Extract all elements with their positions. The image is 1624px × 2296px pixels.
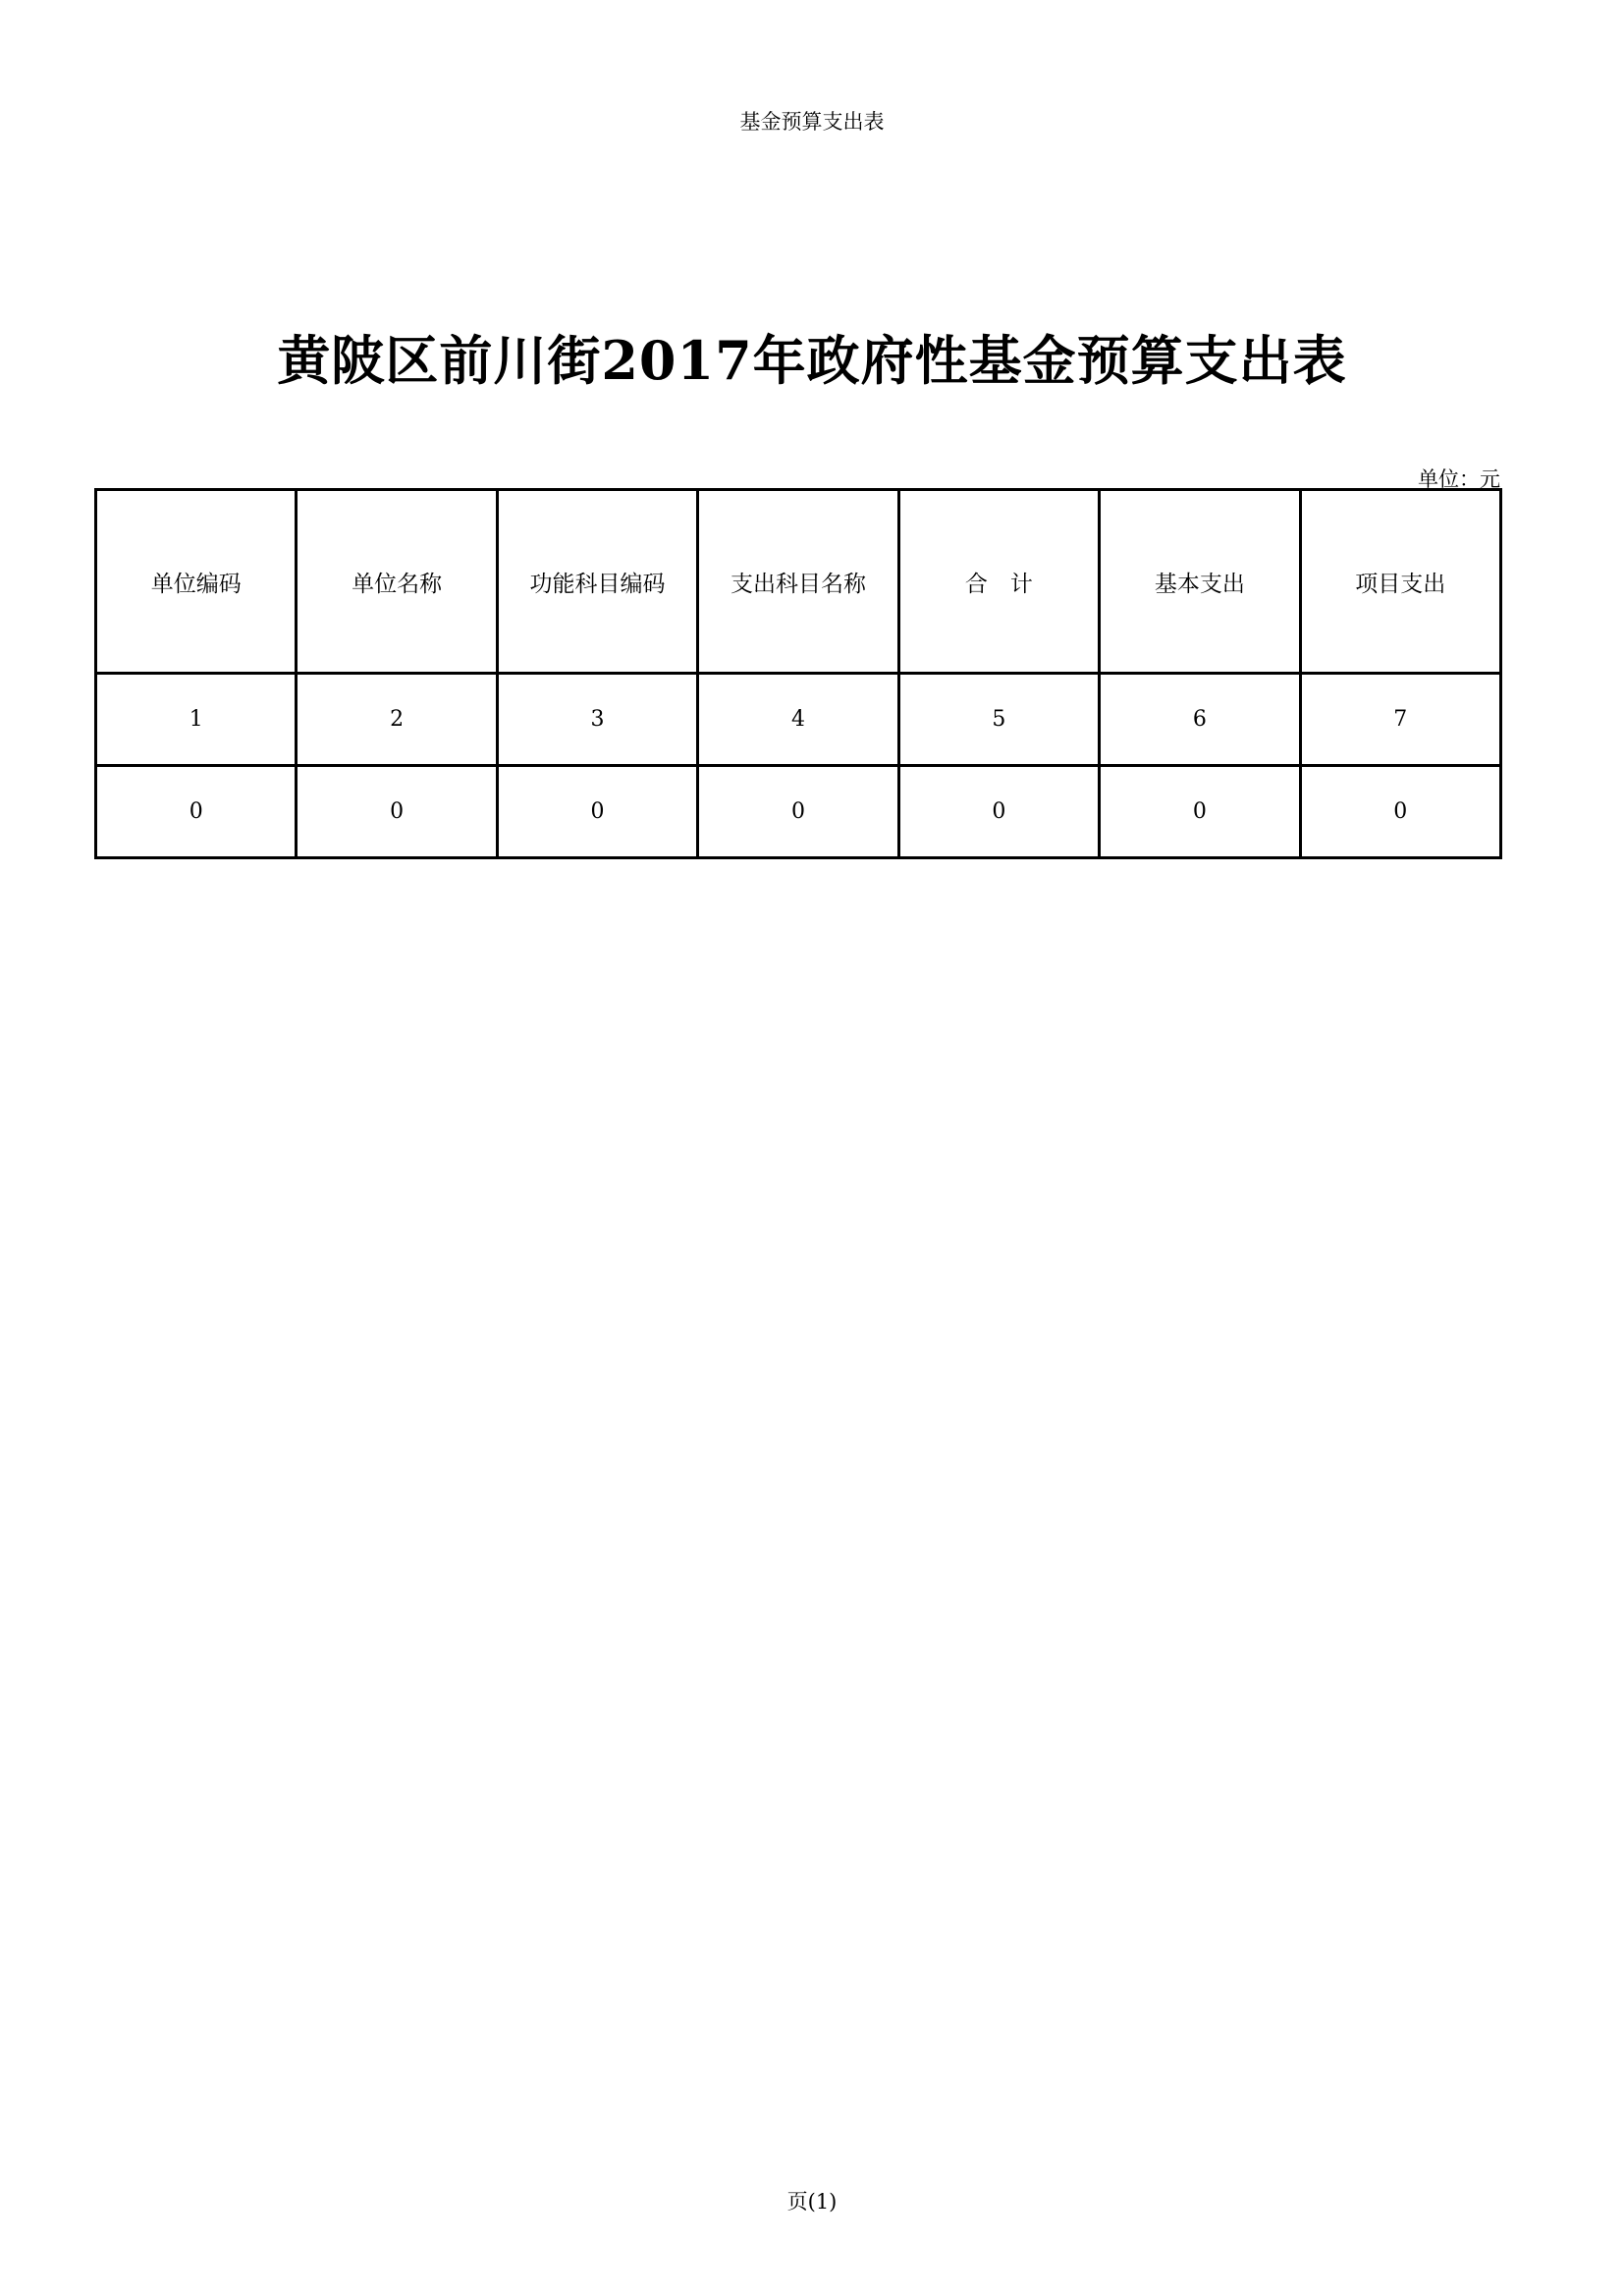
table-cell: 3 (497, 674, 697, 766)
table-cell: 0 (1300, 766, 1500, 858)
unit-label: 单位：元 (1418, 467, 1500, 491)
column-header-total: 合 计 (898, 490, 1099, 674)
page-number: 页(1) (786, 2190, 838, 2214)
running-header: 基金预算支出表 (739, 110, 885, 134)
column-header-function-code: 功能科目编码 (497, 490, 697, 674)
table-cell: 5 (898, 674, 1099, 766)
table-cell: 0 (96, 766, 297, 858)
column-header-unit-code: 单位编码 (96, 490, 297, 674)
table-cell: 6 (1100, 674, 1300, 766)
table-cell: 0 (698, 766, 898, 858)
column-header-project-expense: 项目支出 (1300, 490, 1500, 674)
table-row (96, 766, 1501, 858)
table-header-row (96, 490, 1501, 674)
table-cell: 1 (96, 674, 297, 766)
table-cell: 2 (297, 674, 497, 766)
budget-table (94, 488, 1502, 859)
table-cell: 0 (898, 766, 1099, 858)
table-cell: 0 (1100, 766, 1300, 858)
table-cell: 4 (698, 674, 898, 766)
document-title: 黄陂区前川街2017年政府性基金预算支出表 (277, 329, 1347, 392)
table-cell: 7 (1300, 674, 1500, 766)
column-header-unit-name: 单位名称 (297, 490, 497, 674)
table-index-row (96, 674, 1501, 766)
table-cell: 0 (497, 766, 697, 858)
column-header-basic-expense: 基本支出 (1100, 490, 1300, 674)
table-cell: 0 (297, 766, 497, 858)
column-header-expense-item: 支出科目名称 (698, 490, 898, 674)
